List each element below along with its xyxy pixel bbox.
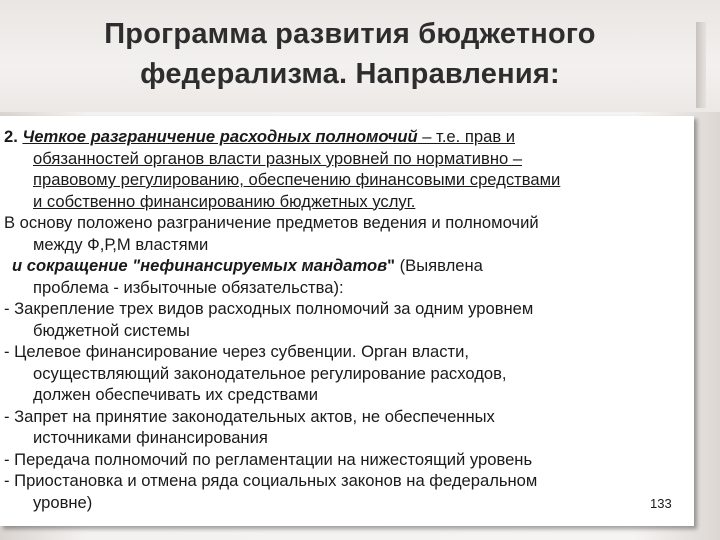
bullet-2-line-2: осуществляющий законодательное регулирование расходов,: [33, 363, 507, 383]
bullet-3-line-1: - Запрет на принятие законодательных актов, не обеспеченных: [4, 406, 495, 426]
item-2-line-2: обязанностей органов власти разных уровней по нормативно –: [33, 148, 523, 168]
basis-line-1: В основу положено разграничение предметов ведения и полномочий: [4, 213, 539, 232]
item-2-paragraph: [4, 126, 690, 212]
bullet-2-line-1: - Целевое финансирование через субвенции. Орган власти,: [4, 342, 470, 361]
item-2-rest: – т.е. прав и: [417, 127, 516, 146]
bullet-item: [4, 341, 690, 406]
bullet-item: [4, 470, 690, 513]
mandates-quoted: "нефинансируемых мандатов: [132, 256, 388, 275]
bullet-3-line-2: источниками финансирования: [33, 428, 268, 447]
page-number: 133: [650, 496, 672, 511]
bullet-item: [4, 298, 690, 341]
slide-title-line-2: федерализма. Направления:: [140, 58, 560, 90]
basis-paragraph: [4, 212, 690, 255]
bullet-item: [4, 406, 690, 449]
bullet-4-line-1: - Передача полномочий по регламентации на нижестоящий уровень: [4, 449, 533, 469]
bullet-item: [4, 449, 690, 471]
mandates-paragraph: [4, 255, 690, 298]
bullet-5-line-1: - Приостановка и отмена ряда социальных законов на федеральном: [4, 471, 538, 490]
mandates-lead: и сокращение: [12, 256, 133, 275]
item-2-line-4: и собственно финансированию бюджетных услуг.: [33, 191, 416, 211]
slide-body: [4, 126, 690, 513]
slide-title-line-1: Программа развития бюджетного: [104, 18, 596, 50]
mandates-line-2: проблема - избыточные обязательства):: [33, 277, 344, 297]
bullet-1-line-2: бюджетной системы: [33, 320, 190, 340]
item-2-line-3: правовому регулированию, обеспечению финансовыми средствами: [33, 170, 561, 189]
bullet-1-line-1: - Закрепление трех видов расходных полномочий за одним уровнем: [4, 299, 534, 318]
bullet-5-line-2: уровне): [33, 492, 93, 512]
title-band-shadow: [696, 22, 706, 108]
basis-line-2: между Ф,Р,М властями: [33, 234, 209, 254]
mandates-rest: (Выявлена: [395, 256, 483, 275]
mandates-line-1: [4, 255, 690, 277]
item-2-heading: Четкое разграничение расходных полномочий: [22, 127, 418, 146]
item-2-number: 2.: [4, 127, 18, 146]
bullet-2-line-3: должен обеспечивать их средствами: [33, 385, 319, 404]
slide-title: [10, 14, 690, 94]
mandates-close-quote: ": [387, 256, 396, 275]
item-2-line-1: [4, 126, 690, 148]
